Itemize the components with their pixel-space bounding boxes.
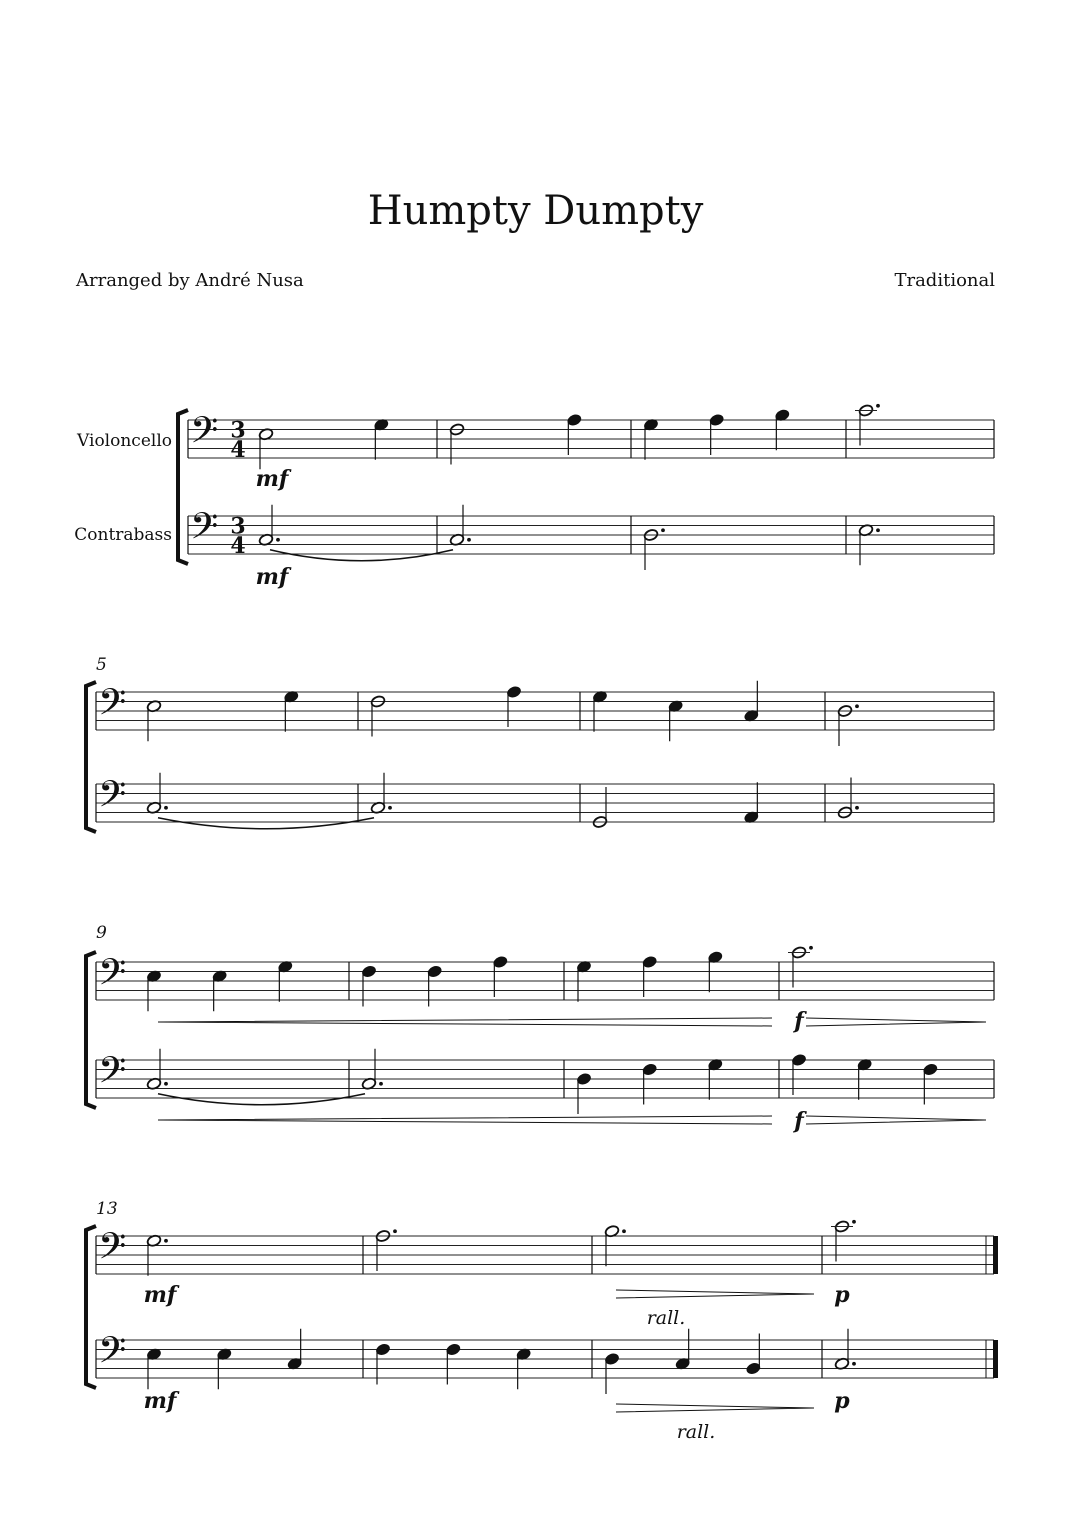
augmentation-dot — [855, 806, 859, 810]
bass-clef-icon: 𝄢 — [190, 505, 219, 557]
augmentation-dot — [164, 1082, 168, 1086]
augmentation-dot — [876, 528, 880, 532]
bass-clef-icon: 𝄢 — [98, 681, 127, 733]
instrument-label-contrabass: Contrabass — [74, 525, 172, 545]
dynamic-marking: f — [794, 1008, 804, 1034]
decrescendo-hairpin — [616, 1404, 814, 1412]
bass-clef-icon: 𝄢 — [98, 951, 127, 1003]
bass-clef-icon: 𝄢 — [98, 1225, 127, 1277]
augmentation-dot — [393, 1229, 397, 1233]
crescendo-hairpin — [158, 1116, 772, 1124]
augmentation-dot — [467, 538, 471, 542]
augmentation-dot — [852, 1362, 856, 1366]
time-signature-top: 3 — [230, 417, 246, 444]
arranger-credit: Arranged by André Nusa — [76, 270, 304, 291]
piece-title: Humpty Dumpty — [367, 188, 704, 234]
augmentation-dot — [164, 1239, 168, 1243]
dynamic-marking: mf — [255, 564, 289, 590]
augmentation-dot — [622, 1229, 626, 1233]
measure-number: 5 — [96, 655, 107, 675]
dynamic-marking: mf — [143, 1388, 177, 1414]
final-barline — [993, 1236, 998, 1274]
dynamic-marking: f — [794, 1108, 804, 1134]
crescendo-hairpin — [158, 1018, 772, 1026]
system-bracket — [86, 1226, 96, 1388]
system-bracket — [178, 410, 188, 564]
augmentation-dot — [661, 528, 665, 532]
rallentando-text: rall. — [646, 1307, 686, 1329]
tie — [158, 818, 374, 829]
measure-number: 13 — [96, 1199, 118, 1219]
decrescendo-hairpin — [806, 1018, 986, 1026]
time-signature-bottom: 4 — [230, 533, 246, 560]
measure-number: 9 — [96, 923, 107, 943]
augmentation-dot — [876, 404, 880, 408]
tie — [158, 1094, 365, 1105]
composer-credit: Traditional — [894, 270, 995, 291]
augmentation-dot — [388, 806, 392, 810]
dynamic-marking: mf — [143, 1282, 177, 1308]
dynamic-marking: p — [834, 1388, 850, 1414]
system-bracket — [86, 952, 96, 1108]
dynamic-marking: p — [834, 1282, 850, 1308]
augmentation-dot — [852, 1220, 856, 1224]
bass-clef-icon: 𝄢 — [98, 773, 127, 825]
augmentation-dot — [379, 1082, 383, 1086]
decrescendo-hairpin — [806, 1116, 986, 1124]
rallentando-text: rall. — [676, 1421, 716, 1443]
augmentation-dot — [809, 946, 813, 950]
bass-clef-icon: 𝄢 — [98, 1329, 127, 1381]
final-barline — [993, 1340, 998, 1378]
bass-clef-icon: 𝄢 — [190, 409, 219, 461]
augmentation-dot — [164, 806, 168, 810]
augmentation-dot — [276, 538, 280, 542]
time-signature-bottom: 4 — [230, 437, 246, 464]
bass-clef-icon: 𝄢 — [98, 1049, 127, 1101]
dynamic-marking: mf — [255, 466, 289, 492]
augmentation-dot — [855, 704, 859, 708]
system-bracket — [86, 682, 96, 832]
time-signature-top: 3 — [230, 513, 246, 540]
tie — [270, 550, 453, 561]
decrescendo-hairpin — [616, 1290, 814, 1298]
instrument-label-cello: Violoncello — [77, 431, 172, 451]
